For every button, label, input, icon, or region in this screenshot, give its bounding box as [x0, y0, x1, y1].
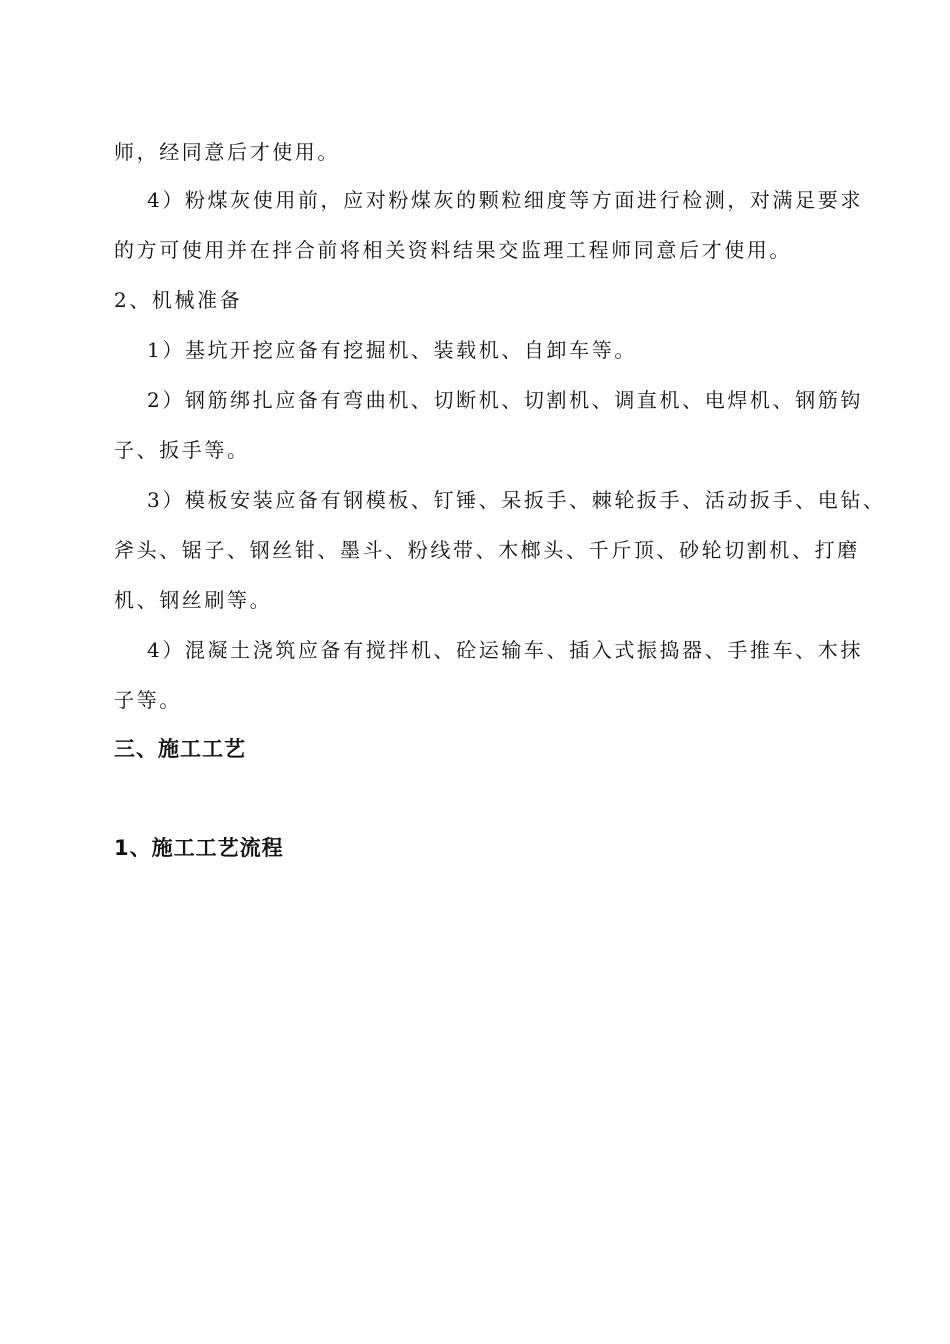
subsection-heading: 1、施工工艺流程 — [114, 836, 284, 860]
paragraph-line: 2、机械准备 — [114, 288, 243, 312]
paragraph-line: 子、扳手等。 — [114, 438, 250, 462]
paragraph-line: 师，经同意后才使用。 — [114, 140, 340, 164]
paragraph-line: 机、钢丝刷等。 — [114, 588, 273, 612]
paragraph-line: 2）钢筋绑扎应备有弯曲机、切断机、切割机、调直机、电焊机、钢筋钩 — [147, 388, 863, 412]
paragraph-line: 4）混凝土浇筑应备有搅拌机、砼运输车、插入式振捣器、手推车、木抹 — [147, 638, 863, 662]
paragraph-line: 3）模板安装应备有钢模板、钉锤、呆扳手、棘轮扳手、活动扳手、电钻、 — [147, 488, 886, 512]
paragraph-line: 的方可使用并在拌合前将相关资料结果交监理工程师同意后才使用。 — [114, 238, 792, 262]
paragraph-line: 子等。 — [114, 688, 182, 712]
paragraph-line: 斧头、锯子、钢丝钳、墨斗、粉线带、木榔头、千斤顶、砂轮切割机、打磨 — [114, 538, 860, 562]
section-heading: 三、施工工艺 — [114, 737, 246, 761]
paragraph-line: 4）粉煤灰使用前，应对粉煤灰的颗粒细度等方面进行检测，对满足要求 — [147, 188, 863, 212]
paragraph-line: 1）基坑开挖应备有挖掘机、装载机、自卸车等。 — [147, 338, 637, 362]
